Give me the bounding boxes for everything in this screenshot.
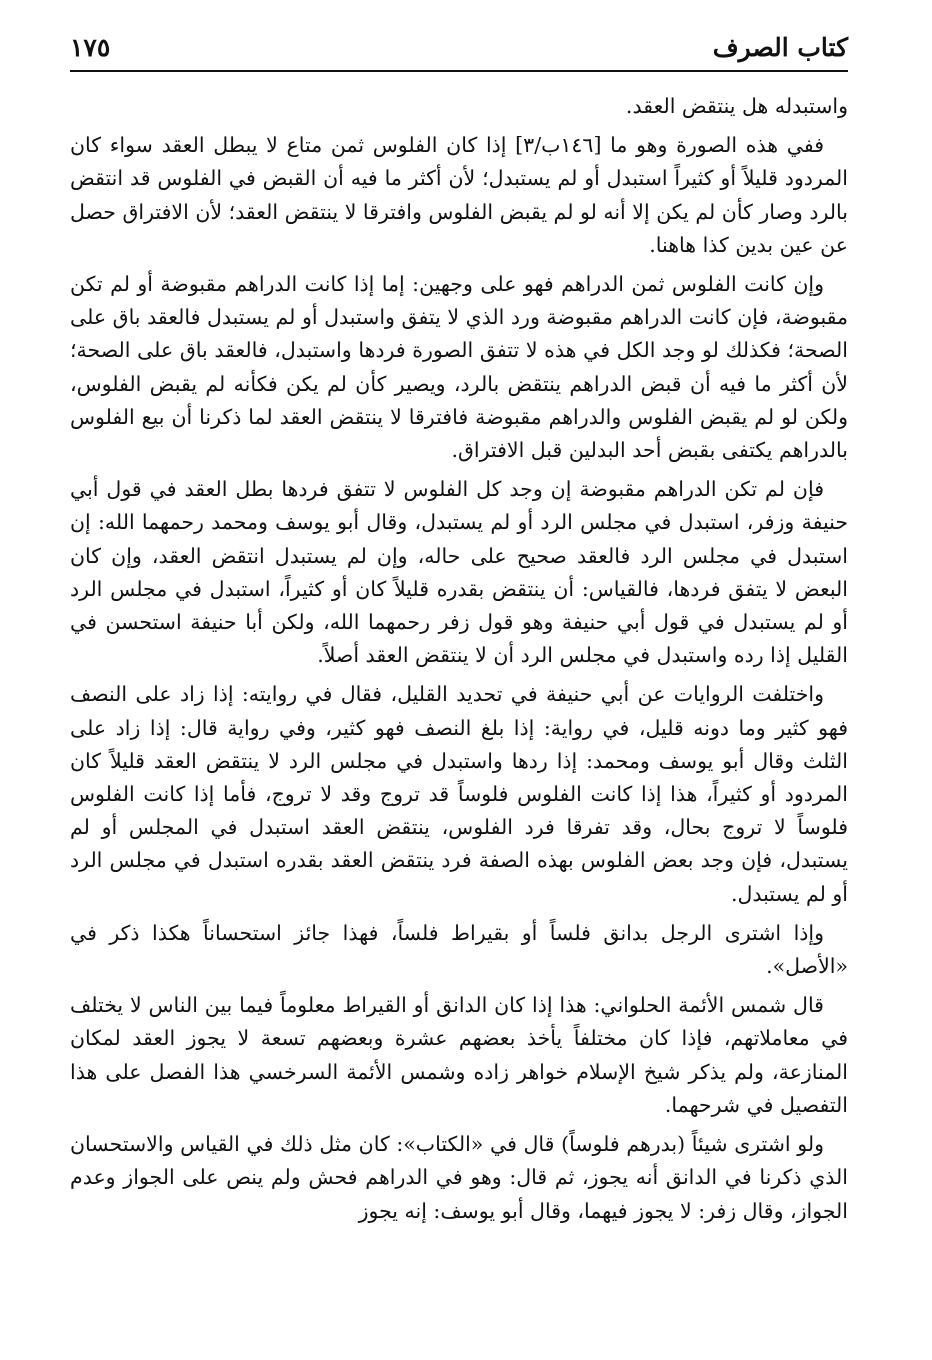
paragraph: واختلفت الروايات عن أبي حنيفة في تحديد القليل، فقال في روايته: إذا زاد على النصف فهو كثير وما دونه قليل، في رواية: إذا بلغ النصف فهو كثير، وفي رواية قال: إذا زاد على الثلث وقال أبو يوسف ومحمد: إذا ردها واستبدل في مجلس الرد لا ينتقض العقد قليلاً كان المردود أو كثيراً، هذا إذا كانت الفلوس فلوساً قد تروج وقد لا تروج، فأما إذا كانت الفلوس فلوساً لا تروج بحال، وقد تفرقا فرد الفلوس، ينتقض العقد استبدل في المجلس أو لم يستبدل، فإن وجد بعض الفلوس بهذه الصفة فرد ينتقض العقد بقدره استبدل في مجلس الرد أو لم يستبدل. [70, 682, 848, 906]
paragraph: ففي هذه الصورة وهو ما [١٤٦ب/٣] إذا كان الفلوس ثمن متاع لا يبطل العقد سواء كان المردود قليلاً أو كثيراً استبدل أو لم يستبدل؛ لأن أكثر ما فيه أن القبض في الفلوس قد انتقض بالرد وصار كأن لم يكن إلا أنه لو لم يقبض الفلوس وافترقا لا ينتقض العقد؛ لأن الافتراق حصل عن عين بدين كذا هاهنا. [70, 133, 848, 257]
book-page [70, 28, 848, 1338]
paragraph: واستبدله هل ينتقض العقد. [625, 94, 848, 118]
running-header [70, 28, 848, 72]
paragraph: وإذا اشترى الرجل بدانق فلساً أو بقيراط فلساً، فهذا جائز استحساناً هكذا ذكر في «الأصل». [70, 920, 848, 979]
paragraph: قال شمس الأئمة الحلواني: هذا إذا كان الدانق أو القيراط معلوماً فيما بين الناس لا يختلف في معاملاتهم، فإذا كان مختلفاً يأخذ بعضهم عشرة وبعضهم تسعة لا يجوز العقد لمكان المنازعة، ولم يذكر شيخ الإسلام خواهر زاده وشمس الأئمة السرخسي هذا الفصل على هذا التفصيل في شرحهما. [70, 993, 848, 1117]
book-title: كتاب الصرف [712, 33, 848, 62]
paragraph: وإن كانت الفلوس ثمن الدراهم فهو على وجهين: إما إذا كانت الدراهم مقبوضة أو لم تكن مقبوضة، فإن كانت الدراهم مقبوضة ورد الذي لا يتفق واستبدل أو لم يستبدل فالعقد باق على الصحة؛ فكذلك لو وجد الكل في هذه لا تتفق الصورة فردها واستبدل، فالعقد باق على الصحة؛ لأن أكثر ما فيه أن قبض الدراهم ينتقض بالرد، ويصير كأن لم يكن فكأنه لم يقبض الفلوس، ولكن لو لم يقبض الفلوس والدراهم مقبوضة فافترقا لا ينتقض العقد لما ذكرنا أن بيع الفلوس بالدراهم يكتفى بقبض أحد البدلين قبل الافتراق. [70, 272, 848, 463]
paragraph: فإن لم تكن الدراهم مقبوضة إن وجد كل الفلوس لا تتفق فردها بطل العقد في قول أبي حنيفة وزفر، استبدل في مجلس الرد أو لم يستبدل، وقال أبو يوسف ومحمد رحمهما الله: إن استبدل في مجلس الرد فالعقد صحيح على حاله، وإن لم يستبدل انتقض العقد، وإن كان البعض لا يتفق فردها، فالقياس: أن ينتقض بقدره قليلاً كان أو كثيراً، استبدل في مجلس الرد أو لم يستبدل في قول أبي حنيفة وهو قول زفر رحمهما الله، ولكن أبا حنيفة استحسن في القليل إذا رده واستبدل في مجلس الرد أن لا ينتقض العقد أصلاً. [70, 477, 848, 668]
main-text [70, 90, 848, 1228]
page-number: ١٧٥ [70, 33, 111, 62]
paragraph: ولو اشترى شيئاً (بدرهم فلوساً) قال في «الكتاب»: كان مثل ذلك في القياس والاستحسان الذي ذكرنا في الدانق أنه يجوز، ثم قال: وهو في الدراهم فحش ولم ينص على الجواز وعدم الجواز، وقال زفر: لا يجوز فيهما، وقال أبو يوسف: إنه يجوز [70, 1132, 848, 1223]
